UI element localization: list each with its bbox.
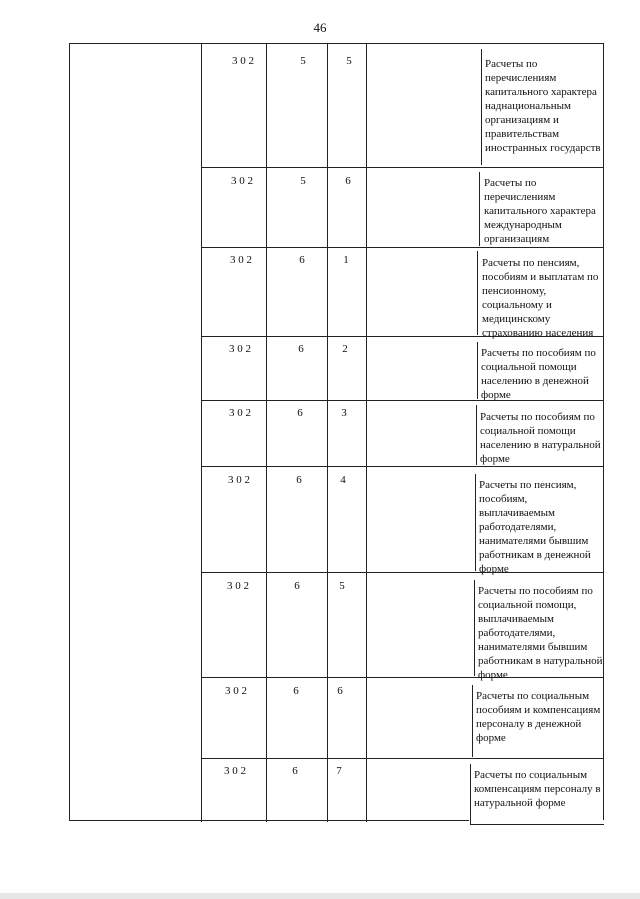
item-code: 5 xyxy=(346,55,352,67)
account-code: 3 0 2 xyxy=(232,55,254,67)
account-code: 3 0 2 xyxy=(231,175,253,187)
table-border-top xyxy=(69,43,604,44)
item-code: 6 xyxy=(337,685,343,697)
item-code: 3 xyxy=(341,407,347,419)
account-description: Расчеты по пособиям по социальной помощи, выплачиваемым работодателями, нанимателями бывшим работникам в натуральной форме xyxy=(478,585,603,681)
account-description: Расчеты по социальным пособиям и компенсациям персоналу в денежной форме xyxy=(476,690,601,744)
account-code: 3 0 2 xyxy=(228,474,250,486)
row-divider xyxy=(201,466,604,467)
scan-edge xyxy=(0,893,640,899)
row-divider xyxy=(201,758,604,759)
table-border-bottom xyxy=(69,820,469,821)
group-code: 5 xyxy=(300,55,306,67)
row-divider xyxy=(201,247,604,248)
account-code: 3 0 2 xyxy=(230,254,252,266)
account-description: Расчеты по социальным компенсациям персоналу в натуральной форме xyxy=(474,769,601,809)
group-code: 6 xyxy=(297,407,303,419)
item-code: 5 xyxy=(339,580,345,592)
account-description: Расчеты по перечислениям капитального характера международным организациям xyxy=(484,177,596,245)
account-description: Расчеты по пенсиям, пособиям и выплатам по пенсионному, социальному и медицинскому страхованию населения xyxy=(482,257,599,339)
group-code: 6 xyxy=(292,765,298,777)
group-code: 6 xyxy=(298,343,304,355)
column-divider xyxy=(266,43,267,822)
group-code: 6 xyxy=(294,580,300,592)
account-description: Расчеты по пособиям по социальной помощи населению в натуральной форме xyxy=(480,411,601,465)
account-code: 3 0 2 xyxy=(229,343,251,355)
account-code: 3 0 2 xyxy=(227,580,249,592)
item-code: 4 xyxy=(340,474,346,486)
account-code: 3 0 2 xyxy=(229,407,251,419)
group-code: 6 xyxy=(296,474,302,486)
item-code: 2 xyxy=(342,343,348,355)
column-divider xyxy=(201,43,202,822)
account-code: 3 0 2 xyxy=(225,685,247,697)
item-code: 1 xyxy=(343,254,349,266)
table-border-left xyxy=(69,43,70,820)
account-code: 3 0 2 xyxy=(224,765,246,777)
page-number: 46 xyxy=(313,20,327,35)
group-code: 5 xyxy=(300,175,306,187)
item-code: 7 xyxy=(336,765,342,777)
column-divider xyxy=(366,43,367,822)
description-cell-bottom xyxy=(470,824,604,825)
group-code: 6 xyxy=(293,685,299,697)
account-description: Расчеты по перечислениям капитального характера наднациональным организациям и правительствам иностранных государств xyxy=(485,58,601,154)
account-description: Расчеты по пенсиям, пособиям, выплачиваемым работодателями, нанимателями бывшим работникам в денежной форме xyxy=(479,479,591,575)
account-description: Расчеты по пособиям по социальной помощи населению в денежной форме xyxy=(481,347,596,401)
group-code: 6 xyxy=(299,254,305,266)
row-divider xyxy=(201,167,604,168)
item-code: 6 xyxy=(345,175,351,187)
column-divider xyxy=(327,43,328,822)
